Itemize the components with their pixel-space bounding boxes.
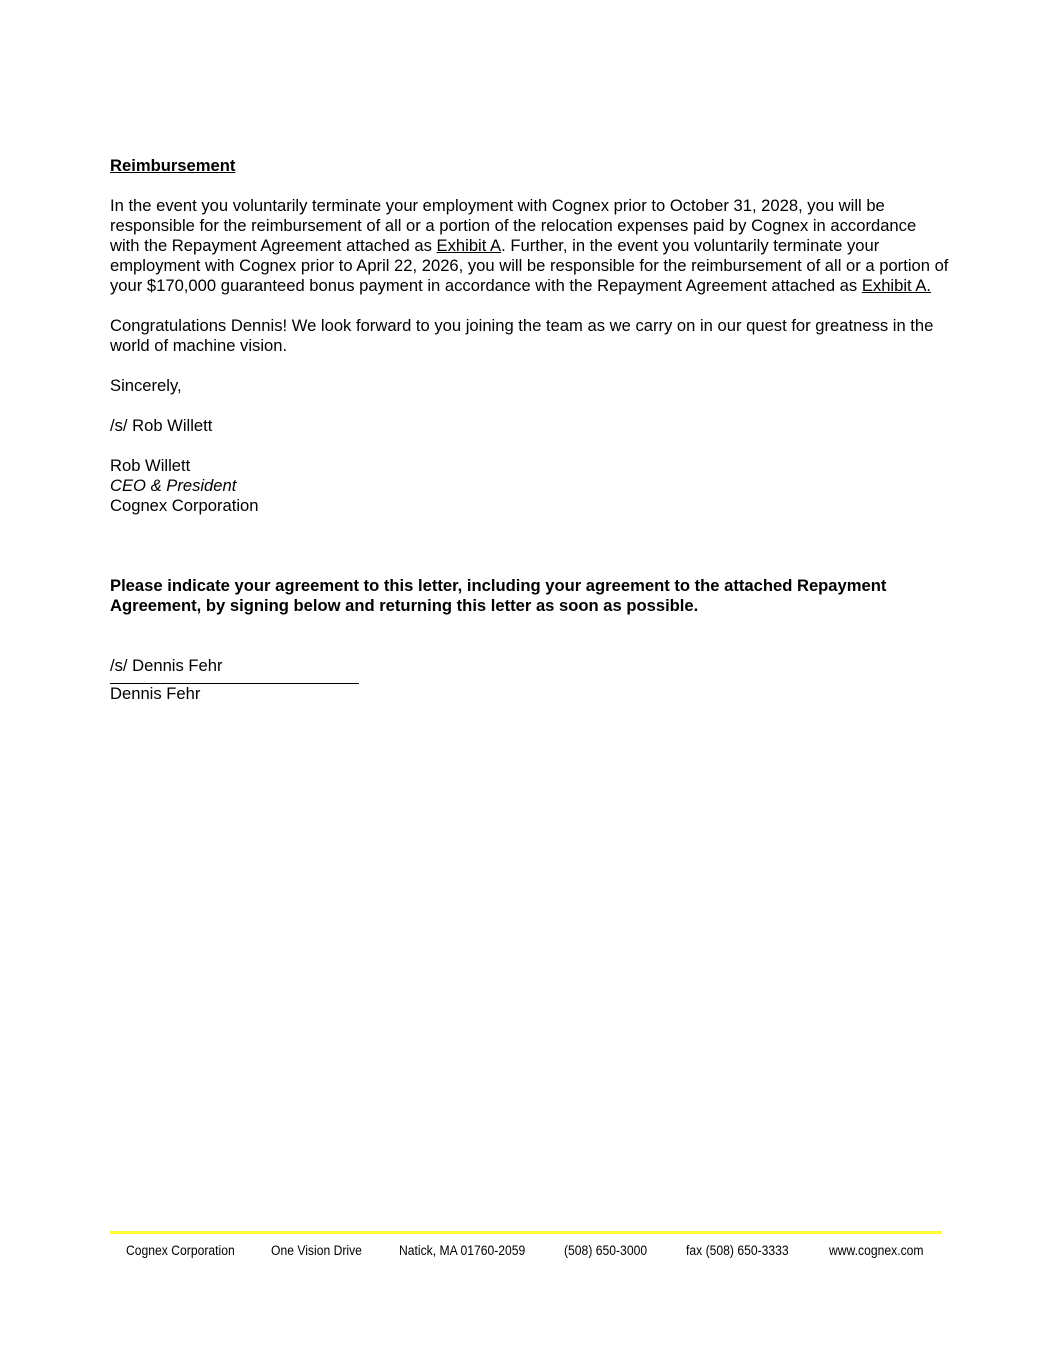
footer-phone: (508) 650-3000 [564, 1243, 648, 1258]
footer-website: www.cognex.com [829, 1243, 924, 1258]
footer-fax: fax (508) 650-3333 [686, 1243, 789, 1258]
footer-divider [110, 1231, 942, 1234]
spacer [110, 616, 950, 656]
footer-street: One Vision Drive [271, 1243, 362, 1258]
sender-title: CEO & President [110, 476, 237, 495]
recipient-signature: /s/ Dennis Fehr [110, 656, 223, 675]
section-heading: Reimbursement [110, 156, 236, 175]
paragraph-text-2: . Further, in the event you voluntarily terminate your employment with Cognex prior to April 22, 2026, you will be responsible for the reimbursement of all or a portion of your $170,000 guaranteed bonus payment in accordance with the Repayment Agreement attached as [110, 236, 949, 295]
footer-city: Natick, MA 01760-2059 [399, 1243, 526, 1258]
sender-signature: /s/ Rob Willett [110, 416, 213, 435]
paragraph-text-1: In the event you voluntarily terminate your employment with Cognex prior to October 31, 2028, you will be responsible for the reimbursement of all or a portion of the relocation expenses paid by Cognex in accordance with the Repayment Agreement attached as [110, 196, 917, 255]
recipient-name: Dennis Fehr [110, 684, 201, 703]
exhibit-a-link-2: Exhibit A. [861, 276, 932, 295]
agreement-request: Please indicate your agreement to this letter, including your agreement to the attached Repayment Agreement, by signing below and returning this letter as soon as possible. [110, 576, 887, 615]
footer-company: Cognex Corporation [126, 1243, 235, 1258]
spacer [110, 516, 950, 556]
letter-body [110, 156, 950, 704]
sender-name: Rob Willett [110, 456, 191, 475]
sender-company: Cognex Corporation [110, 496, 259, 515]
reimbursement-paragraph [110, 196, 950, 296]
congratulations-paragraph: Congratulations Dennis! We look forward to you joining the team as we carry on in our quest for greatness in the world of machine vision. [110, 316, 934, 355]
exhibit-a-link-1: Exhibit A [436, 236, 502, 255]
closing: Sincerely, [110, 376, 182, 395]
